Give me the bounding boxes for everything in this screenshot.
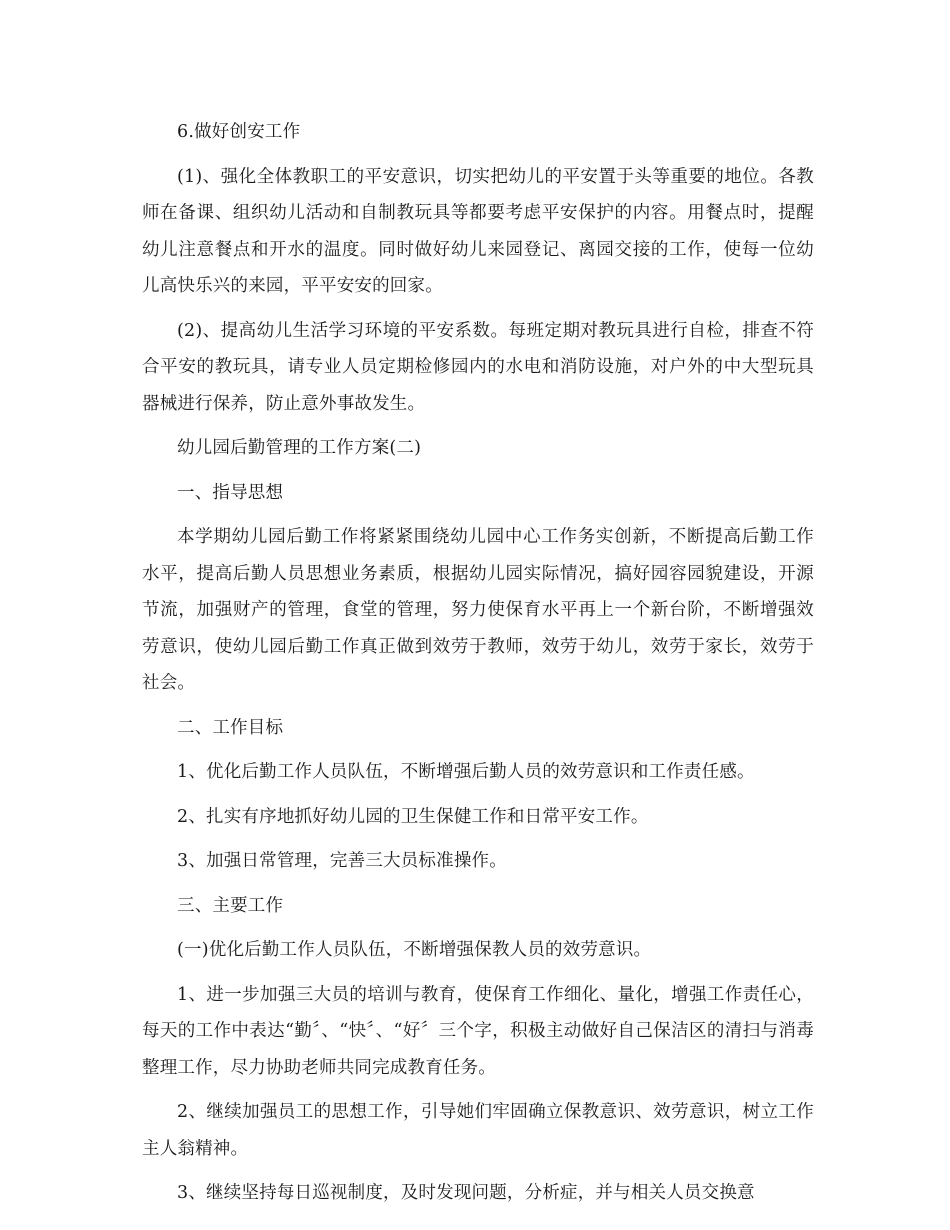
subsection-heading-staff: (一)优化后勤工作人员队伍，不断增强保教人员的效劳意识。: [177, 940, 652, 960]
work-item-2: 2、继续加强员工的思想工作，引导她们牢固确立保教意识、效劳意识，树立工作主人翁精神。: [142, 1102, 814, 1159]
document-subtitle: 幼儿园后勤管理的工作方案(二): [177, 438, 422, 458]
goal-item-1: 1、优化后勤工作人员队伍，不断增强后勤人员的效劳意识和工作责任感。: [177, 762, 755, 782]
work-item-3: 3、继续坚持每日巡视制度，及时发现问题，分析症，并与相关人员交换意: [177, 1183, 755, 1203]
work-item-1: 1、进一步加强三大员的培训与教育，使保育工作细化、量化，增强工作责任心，每天的工作中表达“勤〞、“快〞、“好〞三个字，积极主动做好自己保洁区的清扫与消毒整理工作，尽力协助老师共同完成教育任务。: [142, 984, 814, 1078]
goal-item-2: 2、扎实有序地抓好幼儿园的卫生保健工作和日常平安工作。: [177, 806, 649, 827]
paragraph-safety-awareness: (1)、强化全体教职工的平安意识，切实把幼儿的平安置于头等重要的地位。各教师在备课、组织幼儿活动和自制教玩具等都要考虑平安保护的内容。用餐点时，提醒幼儿注意餐点和开水的温度。同时做好幼儿来园登记、离园交接的工作，使每一位幼儿高快乐兴的来园，平平安安的回家。: [142, 166, 814, 296]
section-heading-safety: 6.做好创安工作: [177, 122, 301, 142]
section-heading-goals: 二、工作目标: [177, 717, 284, 738]
paragraph-guiding-ideology: 本学期幼儿园后勤工作将紧紧围绕幼儿园中心工作务实创新，不断提高后勤工作水平，提高后勤人员思想业务素质，根据幼儿园实际情况，搞好园容园貌建设，开源节流，加强财产的管理，食堂的管理，努力使保育水平再上一个新台阶，不断增强效劳意识，使幼儿园后勤工作真正做到效劳于教师，效劳于幼儿，效劳于家长，效劳于社会。: [142, 527, 814, 693]
section-heading-main-work: 三、主要工作: [177, 895, 284, 916]
document-body: [142, 114, 814, 1220]
section-heading-guiding-ideology: 一、指导思想: [177, 482, 284, 503]
paragraph-safety-environment: (2)、提高幼儿生活学习环境的平安系数。每班定期对教玩具进行自检，排查不符合平安的教玩具，请专业人员定期检修园内的水电和消防设施，对户外的中大型玩具器械进行保养，防止意外事故发生。: [142, 320, 814, 414]
goal-item-3: 3、加强日常管理，完善三大员标准操作。: [177, 851, 507, 871]
